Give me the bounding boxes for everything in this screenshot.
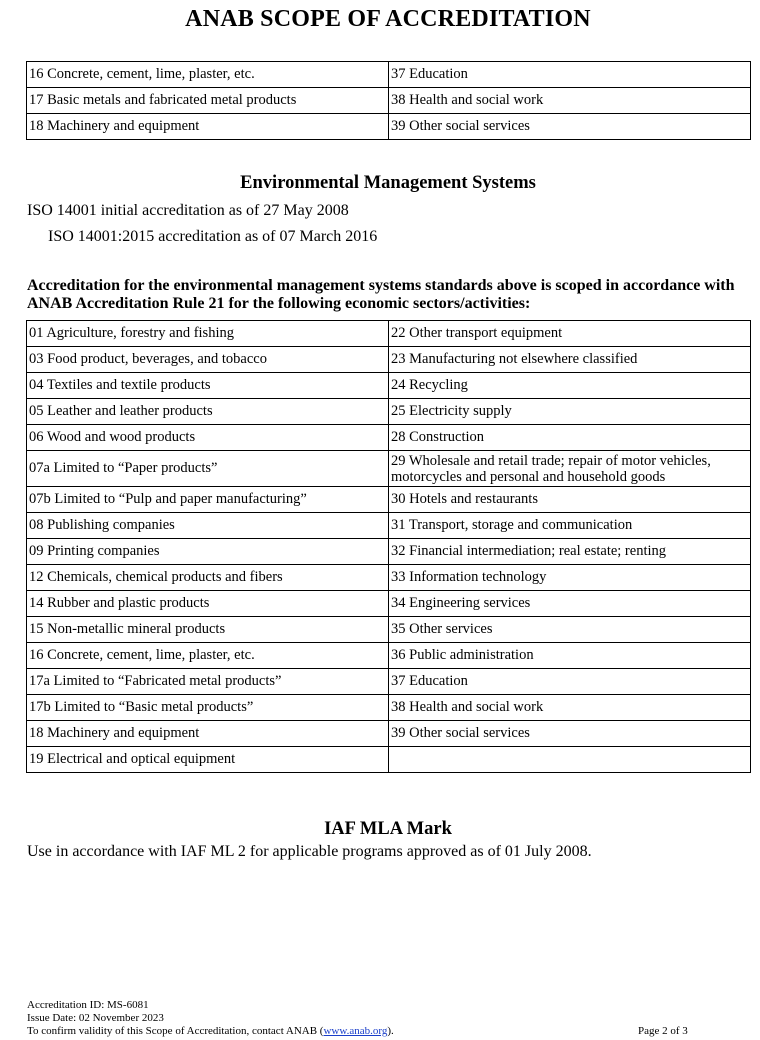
- table-cell: 22 Other transport equipment: [389, 321, 751, 347]
- table-cell: 32 Financial intermediation; real estate; renting: [389, 539, 751, 565]
- table-row: [27, 565, 751, 591]
- table-row: [27, 513, 751, 539]
- footer-confirm-prefix: To confirm validity of this Scope of Accreditation, contact ANAB (: [27, 1025, 324, 1037]
- table-cell: 28 Construction: [389, 425, 751, 451]
- table-row: [27, 617, 751, 643]
- table-cell: 30 Hotels and restaurants: [389, 487, 751, 513]
- table-cell: 24 Recycling: [389, 373, 751, 399]
- table-cell: 07a Limited to “Paper products”: [27, 451, 389, 487]
- table-row: [27, 451, 751, 487]
- table-row: [27, 62, 751, 88]
- iaf-heading: IAF MLA Mark: [324, 819, 452, 839]
- table-cell: 17 Basic metals and fabricated metal products: [27, 88, 389, 114]
- table-cell: 29 Wholesale and retail trade; repair of motor vehicles, motorcycles and personal and household goods: [389, 451, 751, 487]
- page-title: ANAB SCOPE OF ACCREDITATION: [185, 6, 591, 32]
- footer-page-number: Page 2 of 3: [638, 1025, 688, 1037]
- ems-scope-intro: Accreditation for the environmental management systems standards above is scoped in accordance with ANAB Accreditation Rule 21 for the following economic sectors/activities:: [27, 277, 735, 312]
- sectors-table-ems-body: [27, 321, 751, 773]
- footer-accreditation-id: Accreditation ID: MS-6081: [27, 999, 149, 1011]
- table-row: [27, 669, 751, 695]
- table-cell: 15 Non-metallic mineral products: [27, 617, 389, 643]
- footer-confirm-suffix: ).: [387, 1025, 394, 1037]
- table-cell: 16 Concrete, cement, lime, plaster, etc.: [27, 62, 389, 88]
- table-row: [27, 695, 751, 721]
- table-row: [27, 114, 751, 140]
- table-cell: 18 Machinery and equipment: [27, 721, 389, 747]
- table-cell: 36 Public administration: [389, 643, 751, 669]
- table-cell: 16 Concrete, cement, lime, plaster, etc.: [27, 643, 389, 669]
- table-row: [27, 399, 751, 425]
- iaf-text: Use in accordance with IAF ML 2 for applicable programs approved as of 01 July 2008.: [27, 843, 592, 860]
- table-cell: 17b Limited to “Basic metal products”: [27, 695, 389, 721]
- table-row: [27, 347, 751, 373]
- table-row: [27, 591, 751, 617]
- ems-heading: Environmental Management Systems: [240, 173, 536, 193]
- table-cell: 38 Health and social work: [389, 88, 751, 114]
- table-cell: 09 Printing companies: [27, 539, 389, 565]
- table-row: [27, 539, 751, 565]
- table-cell: 39 Other social services: [389, 721, 751, 747]
- table-cell: 37 Education: [389, 669, 751, 695]
- table-row: [27, 721, 751, 747]
- table-row: [27, 88, 751, 114]
- ems-initial-accreditation: ISO 14001 initial accreditation as of 27 May 2008: [27, 202, 349, 219]
- table-cell: 33 Information technology: [389, 565, 751, 591]
- table-cell: 37 Education: [389, 62, 751, 88]
- table-cell: 39 Other social services: [389, 114, 751, 140]
- table-cell: 25 Electricity supply: [389, 399, 751, 425]
- table-cell: 17a Limited to “Fabricated metal products”: [27, 669, 389, 695]
- footer-issue-date: Issue Date: 02 November 2023: [27, 1012, 164, 1024]
- table-cell: 07b Limited to “Pulp and paper manufacturing”: [27, 487, 389, 513]
- table-row: [27, 747, 751, 773]
- table-row: [27, 487, 751, 513]
- table-cell: 23 Manufacturing not elsewhere classified: [389, 347, 751, 373]
- table-row: [27, 321, 751, 347]
- table-cell: 31 Transport, storage and communication: [389, 513, 751, 539]
- table-cell: 12 Chemicals, chemical products and fibers: [27, 565, 389, 591]
- table-cell: 04 Textiles and textile products: [27, 373, 389, 399]
- sectors-table-ems: [26, 320, 751, 773]
- sectors-table-top-body: [27, 62, 751, 140]
- table-cell: [389, 747, 751, 773]
- table-cell: 38 Health and social work: [389, 695, 751, 721]
- table-cell: 03 Food product, beverages, and tobacco: [27, 347, 389, 373]
- table-cell: 08 Publishing companies: [27, 513, 389, 539]
- footer-confirm: [27, 1025, 394, 1037]
- table-row: [27, 643, 751, 669]
- table-cell: 34 Engineering services: [389, 591, 751, 617]
- sectors-table-top: [26, 61, 751, 140]
- table-cell: 19 Electrical and optical equipment: [27, 747, 389, 773]
- table-row: [27, 425, 751, 451]
- table-cell: 18 Machinery and equipment: [27, 114, 389, 140]
- table-cell: 06 Wood and wood products: [27, 425, 389, 451]
- table-cell: 01 Agriculture, forestry and fishing: [27, 321, 389, 347]
- table-cell: 14 Rubber and plastic products: [27, 591, 389, 617]
- ems-current-accreditation: ISO 14001:2015 accreditation as of 07 March 2016: [48, 228, 378, 245]
- anab-website-link[interactable]: www.anab.org: [323, 1025, 388, 1037]
- table-cell: 05 Leather and leather products: [27, 399, 389, 425]
- table-row: [27, 373, 751, 399]
- table-cell: 35 Other services: [389, 617, 751, 643]
